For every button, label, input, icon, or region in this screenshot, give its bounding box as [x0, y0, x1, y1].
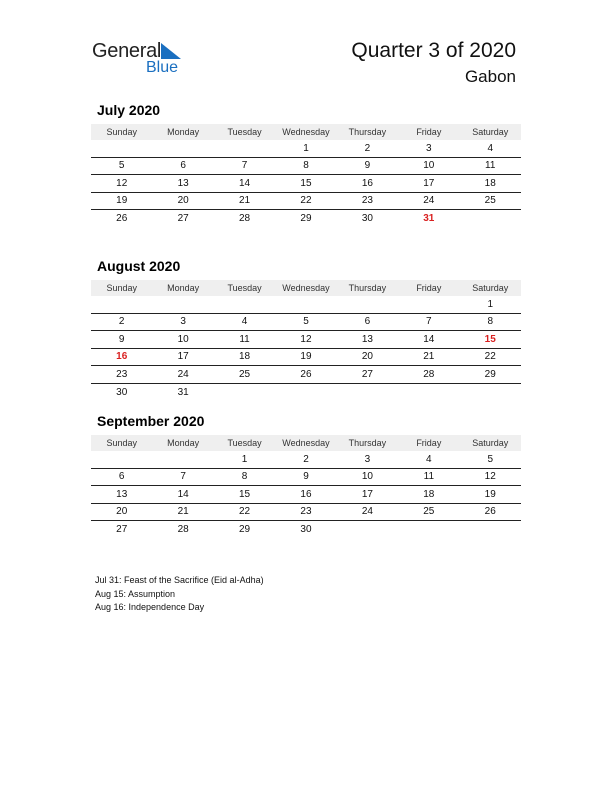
- day-cell: 3: [180, 316, 186, 328]
- weekday-label: Sunday: [106, 283, 137, 293]
- day-cell: 14: [238, 177, 251, 189]
- generalblue-logo: [92, 40, 192, 80]
- day-cell: 27: [177, 213, 189, 225]
- day-cell: 3: [364, 453, 371, 465]
- day-cell: 7: [241, 160, 248, 172]
- week-row: [91, 349, 521, 367]
- week-row: [91, 504, 521, 522]
- weekday-label: Wednesday: [282, 438, 330, 448]
- day-cell: 8: [487, 316, 494, 328]
- day-cell: 13: [177, 177, 189, 189]
- week-row: [91, 158, 521, 176]
- week-row: [91, 486, 521, 504]
- day-cell: 30: [361, 213, 373, 225]
- week-row: [91, 366, 521, 384]
- week-row: [91, 193, 521, 211]
- day-cell: 23: [300, 506, 312, 518]
- day-cell: 30: [116, 386, 128, 398]
- day-cell: 2: [118, 316, 125, 328]
- day-cell: 18: [484, 177, 496, 189]
- day-cell: 6: [180, 160, 186, 172]
- day-cell: 17: [423, 177, 435, 189]
- day-cell: 26: [484, 506, 496, 518]
- day-cell: 22: [238, 506, 251, 518]
- holiday-note: Aug 15: Assumption: [95, 588, 176, 599]
- month-title: August 2020: [97, 258, 181, 274]
- weekday-label: Tuesday: [227, 438, 262, 448]
- day-cell: 27: [361, 368, 373, 380]
- day-cell: 1: [303, 142, 309, 154]
- day-cell: 14: [177, 488, 189, 500]
- week-row: [91, 210, 521, 228]
- holiday-note: Jul 31: Feast of the Sacrifice (Eid al-Adha): [95, 575, 264, 585]
- weekday-label: Sunday: [106, 438, 137, 448]
- day-cell: 27: [116, 524, 128, 536]
- day-cell: 25: [423, 506, 435, 518]
- day-cell: 22: [300, 195, 312, 207]
- month-calendar: [91, 258, 521, 401]
- logo-text-general: General: [92, 40, 162, 62]
- day-cell: 17: [177, 351, 189, 363]
- day-cell: 5: [487, 453, 494, 465]
- day-cell: 11: [485, 160, 496, 172]
- day-cell: 11: [239, 333, 250, 345]
- weekday-label: Friday: [416, 438, 442, 448]
- day-cell: 14: [423, 333, 435, 345]
- day-cell: 22: [484, 351, 496, 363]
- day-cell: 11: [423, 471, 435, 483]
- weekday-label: Wednesday: [282, 283, 330, 293]
- day-cell: 16: [361, 177, 373, 189]
- week-row: [91, 140, 521, 158]
- day-cell: 30: [300, 524, 312, 536]
- day-cell: 19: [116, 195, 128, 207]
- month-title: September 2020: [97, 413, 205, 429]
- day-cell: 24: [361, 506, 373, 518]
- day-cell: 10: [177, 333, 189, 345]
- week-row: [91, 521, 521, 539]
- weekday-label: Friday: [416, 127, 442, 137]
- day-cell: 7: [180, 471, 186, 483]
- weekday-label: Monday: [167, 283, 200, 293]
- weekday-label: Saturday: [472, 127, 509, 137]
- day-cell: 19: [484, 488, 496, 500]
- day-cell: 10: [361, 471, 373, 483]
- day-cell: 12: [300, 333, 312, 345]
- day-cell: 13: [361, 333, 373, 345]
- day-cell: 2: [303, 453, 309, 465]
- day-cell: 8: [241, 471, 248, 483]
- day-cell: 15: [238, 488, 251, 500]
- day-cell: 21: [238, 195, 251, 207]
- day-cell: 20: [116, 506, 128, 518]
- week-row: [91, 296, 521, 314]
- day-cell: 28: [238, 213, 251, 225]
- week-row: [91, 175, 521, 193]
- page-title: Quarter 3 of 2020: [351, 39, 516, 62]
- day-cell: 29: [484, 368, 496, 380]
- day-cell: 1: [487, 298, 494, 310]
- weekday-label: Friday: [416, 283, 442, 293]
- day-cell: 9: [303, 471, 309, 483]
- month-title: July 2020: [97, 102, 161, 118]
- day-cell: 31: [177, 386, 189, 398]
- day-cell: 6: [118, 471, 125, 483]
- day-cell: 18: [423, 488, 435, 500]
- day-cell: 2: [364, 142, 371, 154]
- day-cell: 4: [426, 453, 432, 465]
- day-cell: 18: [238, 351, 251, 363]
- day-cell: 23: [116, 368, 128, 380]
- day-cell: 25: [484, 195, 496, 207]
- day-cell: 23: [361, 195, 373, 207]
- day-cell: 26: [116, 213, 128, 225]
- weekday-label: Thursday: [348, 127, 387, 137]
- week-row: [91, 469, 521, 487]
- day-cell: 9: [364, 160, 371, 172]
- holiday-notes: [95, 574, 264, 615]
- day-cell: 8: [303, 160, 309, 172]
- week-row: [91, 314, 521, 332]
- holiday-note: Aug 16: Independence Day: [95, 602, 205, 612]
- country-name: Gabon: [464, 67, 516, 86]
- day-cell: 1: [241, 453, 248, 465]
- day-cell: 26: [300, 368, 312, 380]
- week-row: [91, 384, 521, 402]
- holiday-day-cell: 15: [484, 333, 496, 345]
- week-row: [91, 331, 521, 349]
- day-cell: 10: [423, 160, 435, 172]
- holiday-day-cell: 31: [423, 213, 435, 225]
- day-cell: 29: [238, 524, 251, 536]
- day-cell: 28: [177, 524, 189, 536]
- day-cell: 6: [364, 316, 371, 328]
- day-cell: 4: [241, 316, 248, 328]
- weekday-label: Thursday: [348, 438, 387, 448]
- logo-text-blue: Blue: [146, 59, 179, 76]
- weekday-label: Sunday: [106, 127, 137, 137]
- week-row: [91, 451, 521, 469]
- day-cell: 20: [361, 351, 373, 363]
- day-cell: 17: [361, 488, 373, 500]
- weekday-header: [91, 124, 521, 140]
- day-cell: 29: [300, 213, 312, 225]
- day-cell: 5: [118, 160, 125, 172]
- logo-triangle-icon: [161, 43, 181, 59]
- day-cell: 21: [423, 351, 435, 363]
- day-cell: 13: [116, 488, 128, 500]
- day-cell: 21: [177, 506, 189, 518]
- month-calendar: [91, 413, 521, 539]
- day-cell: 24: [423, 195, 435, 207]
- day-cell: 19: [300, 351, 312, 363]
- weekday-header: [91, 280, 521, 296]
- weekday-label: Saturday: [472, 283, 509, 293]
- weekday-label: Tuesday: [227, 127, 262, 137]
- day-cell: 4: [487, 142, 494, 154]
- day-cell: 5: [303, 316, 309, 328]
- weekday-label: Tuesday: [227, 283, 262, 293]
- day-cell: 16: [300, 488, 312, 500]
- month-calendar: [91, 102, 521, 228]
- day-cell: 15: [300, 177, 312, 189]
- day-cell: 24: [177, 368, 189, 380]
- holiday-day-cell: 16: [116, 351, 128, 363]
- weekday-label: Monday: [167, 438, 200, 448]
- day-cell: 7: [426, 316, 432, 328]
- day-cell: 9: [118, 333, 125, 345]
- day-cell: 12: [116, 177, 128, 189]
- weekday-header: [91, 435, 521, 451]
- day-cell: 20: [177, 195, 189, 207]
- day-cell: 3: [426, 142, 432, 154]
- weekday-label: Monday: [167, 127, 200, 137]
- weekday-label: Thursday: [348, 283, 387, 293]
- weekday-label: Wednesday: [282, 127, 330, 137]
- day-cell: 28: [423, 368, 435, 380]
- day-cell: 25: [238, 368, 251, 380]
- weekday-label: Saturday: [472, 438, 509, 448]
- day-cell: 12: [484, 471, 496, 483]
